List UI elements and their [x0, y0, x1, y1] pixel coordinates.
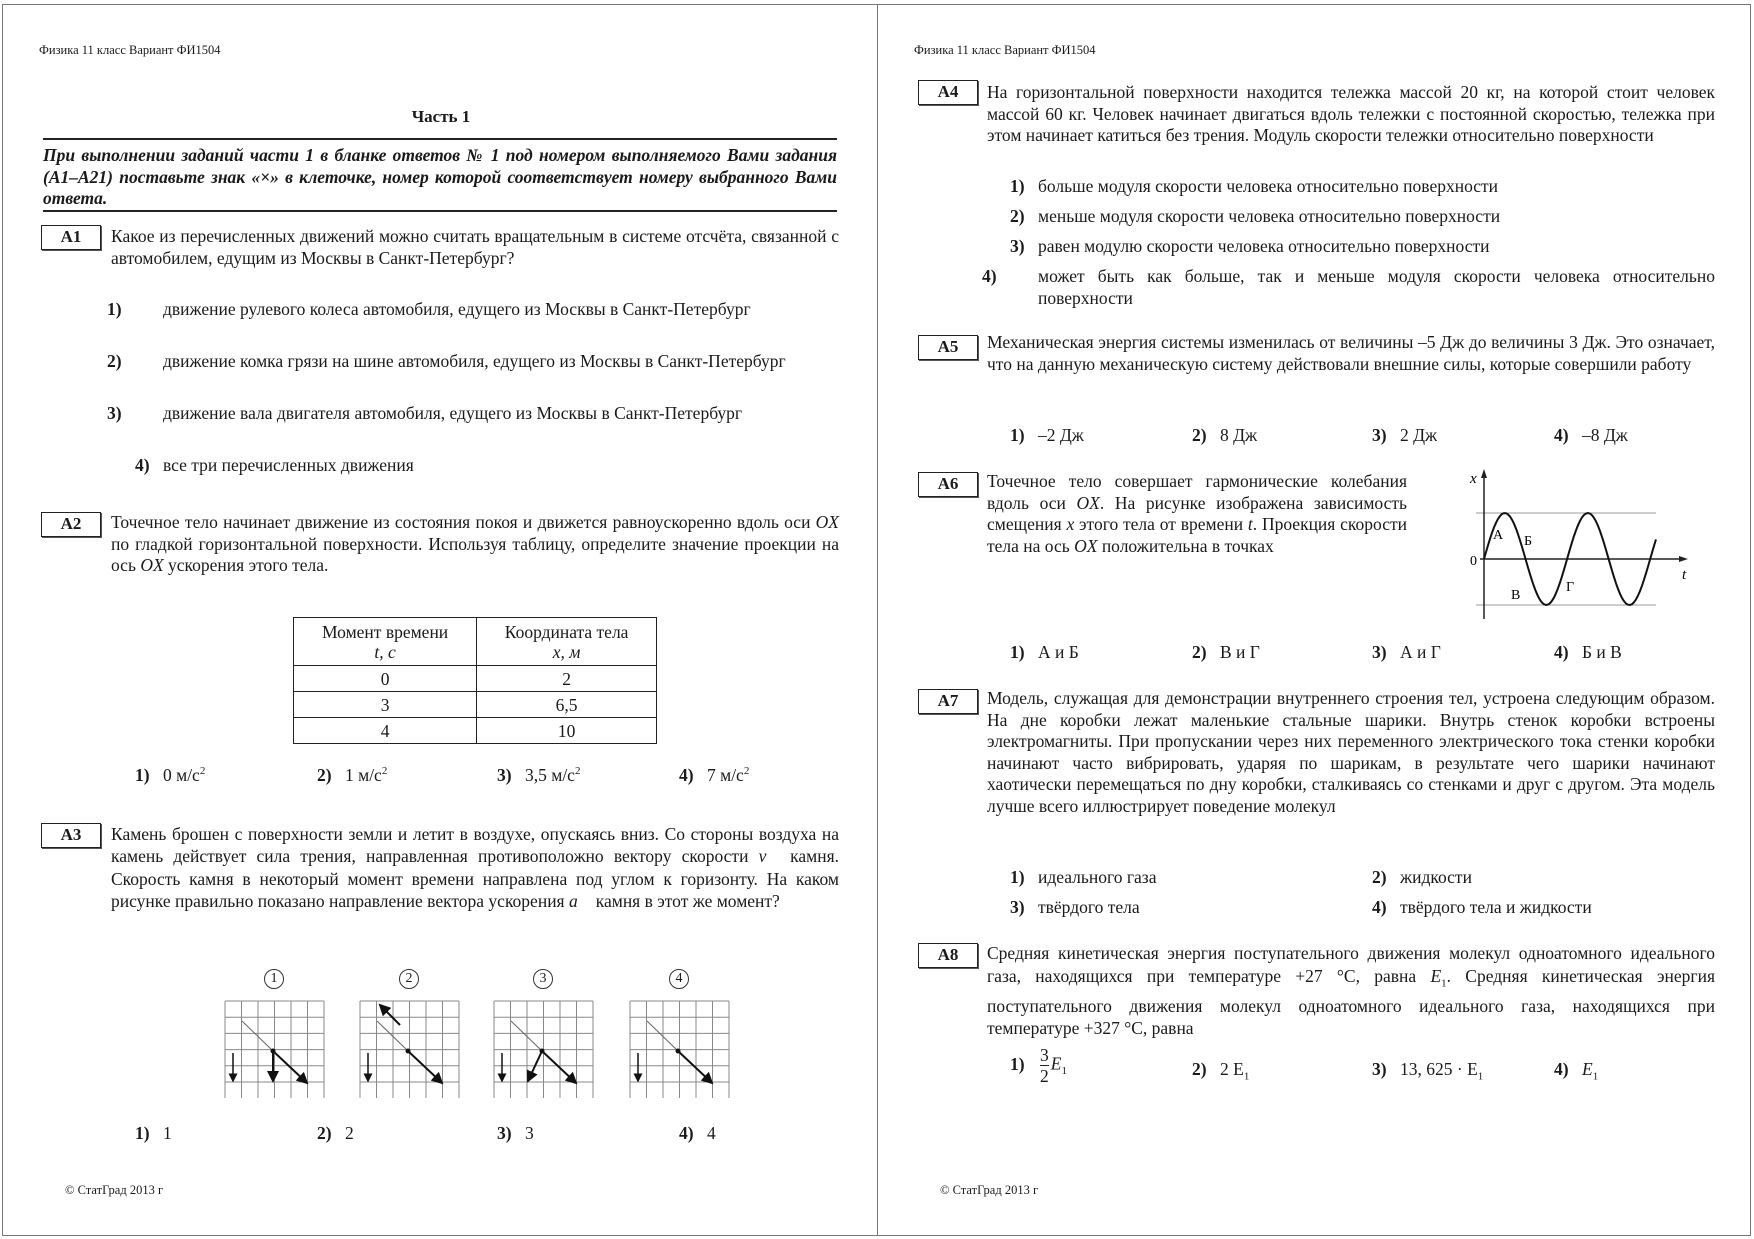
option: 2) 8 Дж — [1192, 425, 1258, 445]
option: 3) 3 — [497, 1123, 534, 1143]
option: 2) 1 $м/с^2$ — [317, 764, 388, 785]
option: 4) твёрдого тела и жидкости — [1372, 897, 1592, 917]
option: 2) меньше модуля скорости человека относительно поверхности — [1010, 206, 1501, 226]
option: 4) 7 $м/с^2$ — [679, 764, 750, 785]
vector-diagram — [225, 1001, 324, 1098]
task-label-a3: А3 — [41, 823, 101, 848]
point-label: Г — [1566, 580, 1575, 595]
divider — [43, 138, 837, 140]
task-label-a2: А2 — [41, 512, 101, 537]
task-a2-text: Точечное тело начинает движение из состояния покоя и движется равноускоренно вдоль оси OX по гладкой горизонтальной поверхности. Используя таблицу, определите значение проекции на ось OX ускорения этого тела. — [111, 512, 839, 576]
option: 3) равен модулю скорости человека относительно поверхности — [1010, 236, 1490, 256]
axis-arrow — [1481, 469, 1487, 478]
option: 1) 1 — [135, 1123, 172, 1143]
right-page — [877, 4, 1751, 1236]
option: 4) может быть как больше, так и меньше модуля скорости человека относительно поверхности — [982, 266, 1715, 308]
stone-point — [271, 1049, 276, 1054]
table-row: 0 2 — [294, 666, 657, 692]
oscillation-graph — [1470, 469, 1696, 629]
task-a6-text: Точечное тело совершает гармонические колебания вдоль оси OX. На рисунке изображена зависимость смещения x этого тела от времени t. Проекция скорости тела на ось OX положительна в точках — [987, 471, 1408, 556]
vector-diagram — [630, 1001, 729, 1098]
stone-point — [406, 1049, 411, 1054]
left-page — [2, 4, 878, 1236]
task-a7-text: Модель, служащая для демонстрации внутреннего строения тел, устроена следующим образом. На дне коробки лежат маленькие стальные шарики. Внутрь стенок коробки встроены электромагниты. При пропускании через них переменного электрического тока стенки коробки начинают часто вибрировать, ударяя по шарикам, в результате чего шарики начинают хаотически перемещаться по дну коробки, сталкиваясь со стенками и друг с другом. Эта модель лучше всего иллюстрирует поведение молекул — [987, 688, 1715, 816]
task-label-a8: А8 — [918, 943, 978, 968]
data-table: Момент времени t, с Координата тела x, м 0 2 3 6,5 4 10 — [293, 617, 657, 744]
point-label: В — [1511, 588, 1521, 603]
option: 4) –8 Дж — [1554, 425, 1628, 445]
stone-point — [540, 1049, 545, 1054]
task-label-a1: А1 — [41, 225, 101, 250]
option: 3) 3,5 $м/с^2$ — [497, 764, 581, 785]
page-header: Физика 11 класс Вариант ФИ1504 — [39, 43, 221, 57]
option: 1) идеального газа — [1010, 867, 1157, 887]
option: 3) твёрдого тела — [1010, 897, 1140, 917]
option: 4) Б и В — [1554, 642, 1622, 662]
table-row: 3 6,5 — [294, 692, 657, 718]
option: 4) все три перечисленных движения — [135, 455, 414, 475]
acceleration-vector — [380, 1005, 400, 1025]
figure-number: 4 — [669, 969, 689, 989]
vector-diagram — [360, 1001, 459, 1098]
option: 3) 13, $625 \cdot E_1$ — [1372, 1059, 1484, 1083]
vector-diagram — [494, 1001, 593, 1098]
divider — [43, 210, 837, 212]
option: 3) 2 Дж — [1372, 425, 1438, 445]
option: 3) движение вала двигателя автомобиля, едущего из Москвы в Санкт-Петербург — [107, 403, 743, 423]
task-a1-text: Какое из перечисленных движений можно считать вращательным в системе отсчёта, связанной с автомобилем, едущим из Москвы в Санкт-Петербург? — [111, 226, 839, 268]
option: 2) 2 — [317, 1123, 354, 1143]
point-label: Б — [1524, 534, 1533, 549]
axis-arrow — [1679, 556, 1688, 562]
task-label-a5: А5 — [918, 335, 978, 360]
option: 3) А и Г — [1372, 642, 1441, 662]
task-label-a4: А4 — [918, 80, 978, 105]
figure-number: 3 — [533, 969, 553, 989]
option: 4) $E_1$ — [1554, 1059, 1599, 1083]
option: 4) 4 — [679, 1123, 716, 1143]
figure-number: 2 — [399, 969, 419, 989]
task-a5-text: Механическая энергия системы изменилась от величины –5 Дж до величины 3 Дж. Это означает, что на данную механическую систему действовали внешние силы, которые совершили работу — [987, 332, 1715, 374]
task-label-a6: А6 — [918, 472, 978, 497]
velocity-vector — [678, 1051, 712, 1083]
table-row: 4 10 — [294, 718, 657, 744]
y-axis-label: x — [1470, 471, 1477, 487]
option: 1) $\frac{3}{2}$ $E_1$ — [1010, 1045, 1067, 1086]
velocity-vector — [273, 1051, 307, 1083]
point-label: А — [1493, 528, 1504, 543]
option: 2) жидкости — [1372, 867, 1472, 887]
task-a4-text: На горизонтальной поверхности находится тележка массой 20 кг, на которой стоит человек массой 60 кг. Человек начинает двигаться вдоль тележки с постоянной скоростью, тележка при этом начинает катиться без трения. Модуль скорости тележки относительно поверхности — [987, 82, 1715, 146]
origin-label: 0 — [1470, 554, 1477, 569]
footer: © СтатГрад 2013 г — [65, 1183, 164, 1197]
task-a8-text: Средняя кинетическая энергия поступательного движения молекул одноатомного идеального газа, находящихся при температуре +27 °С, равна $E_1$. Средняя кинетическая энергия поступательного движения молекул одноатомного идеального газа, находящихся при температуре +327 °С, равна — [987, 943, 1715, 1038]
x-axis-label: t — [1682, 567, 1687, 583]
task-label-a7: А7 — [918, 689, 978, 714]
option: 2) движение комка грязи на шине автомобиля, едущего из Москвы в Санкт-Петербург — [107, 351, 786, 371]
option: 1) движение рулевого колеса автомобиля, едущего из Москвы в Санкт-Петербург — [107, 299, 751, 319]
instruction: При выполнении заданий части 1 в бланке ответов № 1 под номером выполняемого Вами задания (А1–А21) поставьте знак «×» в клеточке, номер которой соответствует номеру выбранного Вами ответа. — [43, 145, 837, 209]
option: 1) 0 $м/с^2$ — [135, 764, 206, 785]
task-a3-text: Камень брошен с поверхности земли и летит в воздухе, опускаясь вниз. Со стороны воздуха на камень действует сила трения, направленная противоположно вектору скорости v⃗ камня. Скорость камня в некоторый момент времени направлена под углом к горизонту. На каком рисунке правильно показано направление вектора ускорения a⃗ камня в этот же момент? — [111, 824, 839, 911]
option: 2) 2 $E_1$ — [1192, 1059, 1250, 1083]
velocity-vector — [542, 1051, 576, 1083]
option: 1) А и Б — [1010, 642, 1079, 662]
option: 1) больше модуля скорости человека относительно поверхности — [1010, 176, 1499, 196]
figure-number: 1 — [264, 969, 284, 989]
stone-point — [676, 1049, 681, 1054]
part-title: Часть 1 — [411, 107, 471, 126]
option: 2) В и Г — [1192, 642, 1260, 662]
option: 1) –2 Дж — [1010, 425, 1084, 445]
footer: © СтатГрад 2013 г — [940, 1183, 1039, 1197]
velocity-vector — [408, 1051, 442, 1083]
page-header: Физика 11 класс Вариант ФИ1504 — [914, 43, 1096, 57]
